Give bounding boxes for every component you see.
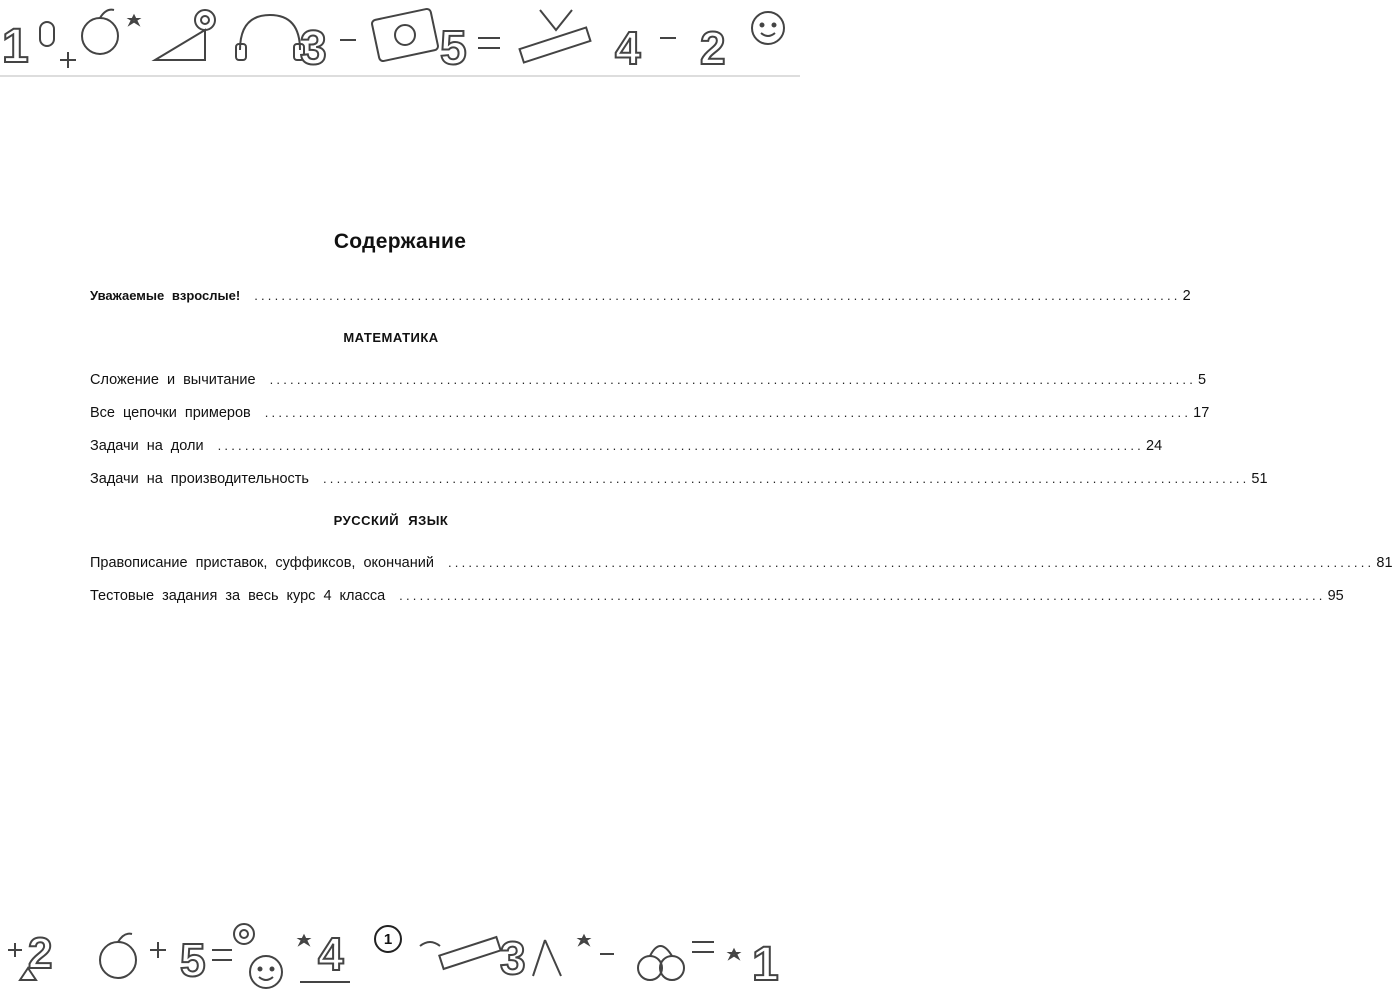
smiley-face-icon (752, 12, 784, 44)
digit-four-doodle: 4 (615, 22, 641, 74)
digit-one-doodle: 1 (752, 938, 779, 991)
toc-entry[interactable] (90, 405, 1210, 427)
page-number: 1 (374, 925, 402, 953)
cherries-icon (638, 956, 662, 980)
toc-entry-label: Задачи на доли (90, 438, 204, 454)
toc-entry[interactable] (90, 555, 1393, 577)
toc-entry[interactable] (90, 438, 1163, 460)
table-of-contents (90, 288, 1393, 610)
compass-icon (533, 940, 561, 976)
plus-icon (150, 942, 166, 958)
star-icon (730, 950, 738, 958)
toc-entry-page: 17 (1193, 405, 1210, 421)
money-bill-icon (371, 8, 438, 62)
equals-icon (212, 950, 232, 960)
section-heading-russian: РУССКИЙ ЯЗЫК (333, 513, 449, 528)
flower-icon (234, 924, 254, 944)
digit-two-doodle: 2 (700, 22, 726, 74)
equals-icon (478, 38, 500, 48)
dot-leader: ........................................................................................................................................ (269, 372, 1197, 387)
digit-three-doodle: 3 (500, 932, 526, 984)
toc-entry-label: Сложение и вычитание (90, 372, 256, 388)
bottom-doodle-border (0, 910, 800, 1000)
digit-two-doodle: 2 (28, 929, 53, 978)
dot-leader: ........................................................................................................................................ (322, 471, 1250, 486)
top-doodle-border (0, 0, 800, 80)
toc-entry-label: Правописание приставок, суффиксов, окончаний (90, 555, 434, 571)
triangle-ruler-icon (155, 30, 205, 60)
star-icon (130, 16, 138, 24)
plus-icon (8, 943, 22, 957)
flower-icon (195, 10, 215, 30)
compass-icon (540, 10, 572, 30)
dot-leader: ........................................................................................................................................ (254, 288, 1181, 303)
toc-entry-page: 95 (1327, 588, 1344, 604)
ruler-icon (439, 937, 500, 969)
page-title: Содержание (333, 230, 467, 253)
star-icon (580, 936, 588, 944)
dot-leader: ........................................................................................................................................ (217, 438, 1144, 453)
ruler-icon (520, 28, 591, 63)
smiley-face-icon (250, 956, 282, 988)
dot-leader: ........................................................................................................................................ (447, 555, 1375, 570)
toc-entry-page: 5 (1198, 372, 1207, 388)
digit-one-doodle: 1 (2, 20, 29, 73)
section-heading-math: МАТЕМАТИКА (343, 330, 439, 345)
digit-three-doodle: 3 (300, 22, 327, 75)
digit-five-doodle: 5 (180, 934, 206, 986)
toc-entry-intro[interactable] (90, 288, 1191, 310)
toc-entry[interactable] (90, 471, 1268, 493)
digit-four-doodle: 4 (318, 928, 344, 980)
equals-icon (692, 942, 714, 952)
plus-icon (60, 52, 76, 68)
toc-entry-label: Задачи на производительность (90, 471, 309, 487)
apple-icon (100, 942, 136, 978)
toc-entry[interactable] (90, 372, 1207, 394)
toc-entry[interactable] (90, 588, 1344, 610)
dot-leader: ........................................................................................................................................ (399, 588, 1326, 603)
toc-entry-label: Тестовые задания за весь курс 4 класса (90, 588, 386, 604)
toc-entry-label: Уважаемые взрослые! (90, 288, 241, 303)
toc-entry-page: 81 (1376, 555, 1393, 571)
toc-entry-page: 51 (1251, 471, 1268, 487)
paperclip-icon (40, 22, 54, 46)
toc-entry-page: 24 (1146, 438, 1163, 454)
headphones-icon (240, 15, 300, 50)
swirl-icon (420, 942, 440, 946)
apple-icon (82, 18, 118, 54)
toc-entry-label: Все цепочки примеров (90, 405, 251, 421)
toc-entry-page: 2 (1182, 288, 1191, 304)
star-icon (300, 936, 308, 944)
dot-leader: ........................................................................................................................................ (264, 405, 1192, 420)
digit-five-doodle: 5 (440, 22, 467, 75)
